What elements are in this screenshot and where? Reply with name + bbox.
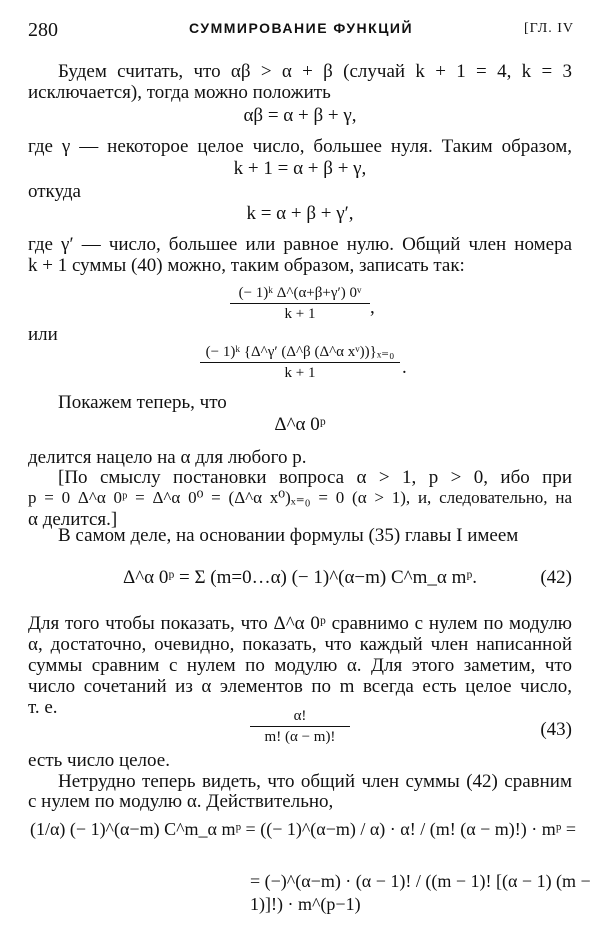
fraction-denominator: k + 1: [284, 365, 316, 382]
fraction-bar: [200, 362, 400, 363]
final-equation-line-1: (1/α) (− 1)^(α−m) C^m_α mᵖ = ((− 1)^(α−m) / α) · α! / (m! (α − m)!) · mᵖ =: [30, 819, 577, 839]
equation: αβ = α + β + γ,: [243, 105, 357, 126]
text-line: [По смыслу постановки вопроса α > 1, p > 0, ибо при: [58, 467, 572, 488]
page-number: 280: [28, 19, 58, 41]
fraction-numerator: (− 1)ᵏ Δ^(α+β+γ′) 0ᵛ: [238, 285, 362, 301]
punctuation: .: [402, 357, 407, 378]
equation: k + 1 = α + β + γ,: [233, 158, 367, 179]
running-title: СУММИРОВАНИЕ ФУНКЦИЙ: [188, 20, 414, 36]
fraction-2: [0, 343, 600, 382]
text-line: есть число целое.: [28, 750, 170, 771]
final-equation-line-2: = (−)^(α−m) · (α − 1)! / ((m − 1)! [(α − 1) (m − 1)]!) · m^(p−1): [250, 871, 591, 914]
fraction-43: [0, 707, 600, 746]
text-line: где γ′ — число, большее или равное нулю. Общий член номера: [28, 234, 572, 255]
chapter-tag: [ГЛ. IV: [524, 21, 574, 36]
text-line: число сочетаний из α элементов по m всегда есть целое число,: [28, 676, 572, 697]
equation: k = α + β + γ′,: [246, 203, 354, 224]
fraction-numerator: (− 1)ᵏ {Δ^γ′ (Δ^β (Δ^α xᵛ))}ₓ₌₀: [205, 344, 395, 360]
text-line: делится нацело на α для любого p.: [28, 447, 307, 468]
text-line: исключается), тогда можно положить: [28, 82, 331, 103]
fraction-denominator: k + 1: [284, 306, 316, 323]
text-line: Для того чтобы показать, что Δ^α 0ᵖ сравнимо с нулем по модулю: [28, 613, 572, 634]
text-line: откуда: [28, 181, 81, 202]
text-line: α делится.]: [28, 509, 118, 530]
fraction-bar: [250, 726, 350, 727]
text-line: p = 0 Δ^α 0ᵖ = Δ^α 0⁰ = (Δ^α x⁰)ₓ₌₀ = 0 (α > 1), и, следовательно, на: [28, 488, 572, 507]
text-line: или: [28, 324, 58, 345]
page-header: [28, 18, 574, 46]
text-line: т. е.: [28, 697, 58, 718]
fraction-numerator: α!: [293, 708, 307, 724]
text-line: Будем считать, что αβ > α + β (случай k + 1 = 4, k = 3: [58, 61, 572, 82]
equation-42: Δ^α 0ᵖ = Σ (m=0…α) (− 1)^(α−m) C^m_α mᵖ.: [122, 567, 478, 588]
fraction-denominator: m! (α − m)!: [264, 729, 336, 746]
text-line: где γ — некоторое целое число, большее нуля. Таким образом,: [28, 136, 572, 157]
text-line: α, достаточно, очевидно, показать, что каждый член написанной: [28, 634, 572, 655]
text-line: k + 1 суммы (40) можно, таким образом, записать так:: [28, 255, 465, 276]
text-line: суммы сравним с нулем по модулю α. Для этого заметим, что: [28, 655, 572, 676]
text-line: с нулем по модулю α. Действительно,: [28, 791, 334, 812]
equation-number: (43): [540, 719, 572, 740]
text-line: В самом деле, на основании формулы (35) главы I имеем: [58, 525, 519, 546]
text-line: Покажем теперь, что: [58, 392, 227, 413]
text-line: Нетрудно теперь видеть, что общий член суммы (42) сравним: [58, 771, 572, 792]
fraction-1: [0, 284, 600, 323]
equation: Δ^α 0ᵖ: [274, 414, 326, 435]
equation-number: (42): [540, 567, 572, 588]
punctuation: ,: [370, 297, 375, 318]
fraction-bar: [230, 303, 370, 304]
